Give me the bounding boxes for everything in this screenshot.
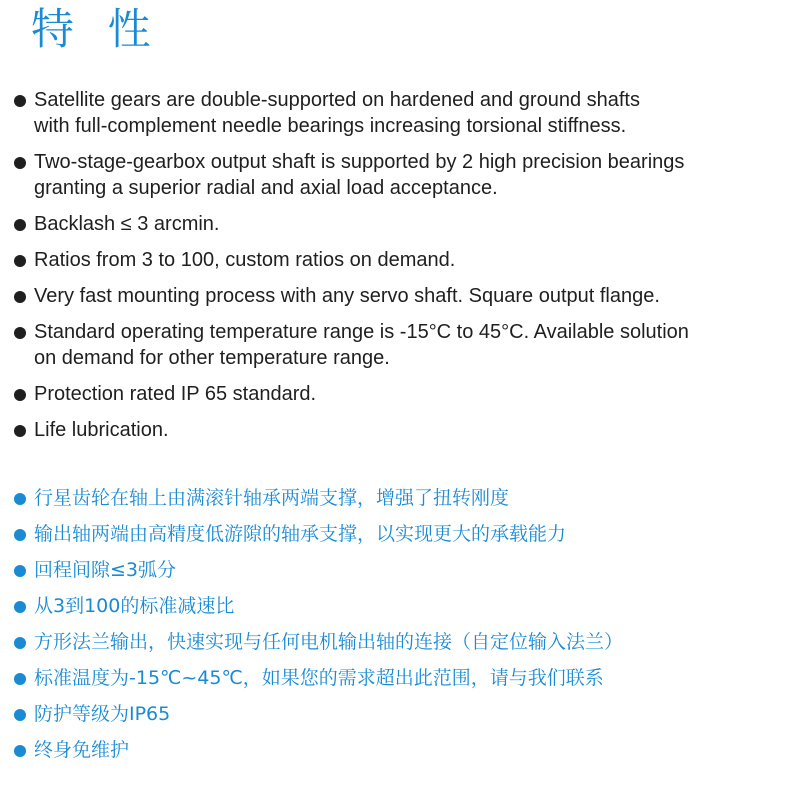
feature-text: 从3到100的标准减速比	[34, 595, 235, 617]
list-item	[12, 417, 689, 443]
feature-text: 输出轴两端由高精度低游隙的轴承支撑，以实现更大的承载能力	[34, 523, 567, 545]
list-item	[12, 247, 689, 273]
feature-text-line: Satellite gears are double-supported on hardened and ground shafts	[34, 89, 640, 111]
feature-text: 行星齿轮在轴上由满滚针轴承两端支撑，增强了扭转刚度	[34, 487, 510, 509]
bullet-icon	[14, 529, 26, 541]
chinese-feature-list	[12, 485, 623, 773]
bullet-icon	[14, 219, 26, 231]
bullet-icon	[14, 389, 26, 401]
feature-text-line: Standard operating temperature range is -15°C to 45°C. Available solution	[34, 321, 689, 343]
list-item	[12, 665, 623, 691]
feature-text-line: granting a superior radial and axial load acceptance.	[34, 177, 498, 199]
feature-text: 终身免维护	[34, 739, 130, 761]
list-item	[12, 701, 623, 727]
bullet-icon	[14, 157, 26, 169]
bullet-icon	[14, 291, 26, 303]
list-item	[12, 381, 689, 407]
list-item	[12, 319, 689, 371]
bullet-icon	[14, 425, 26, 437]
bullet-icon	[14, 673, 26, 685]
bullet-icon	[14, 745, 26, 757]
feature-text-line: Protection rated IP 65 standard.	[34, 383, 317, 405]
feature-text-line: Ratios from 3 to 100, custom ratios on demand.	[34, 249, 456, 271]
feature-text: 方形法兰输出，快速实现与任何电机输出轴的连接（自定位输入法兰）	[34, 631, 624, 653]
feature-text-line: Two-stage-gearbox output shaft is supported by 2 high precision bearings	[34, 151, 685, 173]
list-item	[12, 629, 623, 655]
bullet-icon	[14, 637, 26, 649]
list-item	[12, 521, 623, 547]
bullet-icon	[14, 709, 26, 721]
list-item	[12, 283, 689, 309]
list-item	[12, 737, 623, 763]
bullet-icon	[14, 565, 26, 577]
list-item	[12, 149, 689, 201]
feature-text-line: Life lubrication.	[34, 419, 169, 441]
list-item	[12, 485, 623, 511]
bullet-icon	[14, 255, 26, 267]
feature-text-line: Very fast mounting process with any servo shaft. Square output flange.	[34, 285, 660, 307]
english-feature-list	[12, 87, 689, 453]
page-title: 特 性	[31, 5, 161, 55]
bullet-icon	[14, 327, 26, 339]
list-item	[12, 211, 689, 237]
list-item	[12, 87, 689, 139]
feature-text: 回程间隙≤3弧分	[34, 559, 177, 581]
bullet-icon	[14, 95, 26, 107]
feature-text-line: Backlash ≤ 3 arcmin.	[34, 213, 220, 235]
feature-text-line: with full-complement needle bearings increasing torsional stiffness.	[34, 115, 627, 137]
feature-text: 标准温度为-15℃~45℃，如果您的需求超出此范围，请与我们联系	[34, 667, 604, 689]
feature-text: 防护等级为IP65	[34, 703, 171, 725]
list-item	[12, 557, 623, 583]
bullet-icon	[14, 493, 26, 505]
bullet-icon	[14, 601, 26, 613]
list-item	[12, 593, 623, 619]
feature-text-line: on demand for other temperature range.	[34, 347, 390, 369]
